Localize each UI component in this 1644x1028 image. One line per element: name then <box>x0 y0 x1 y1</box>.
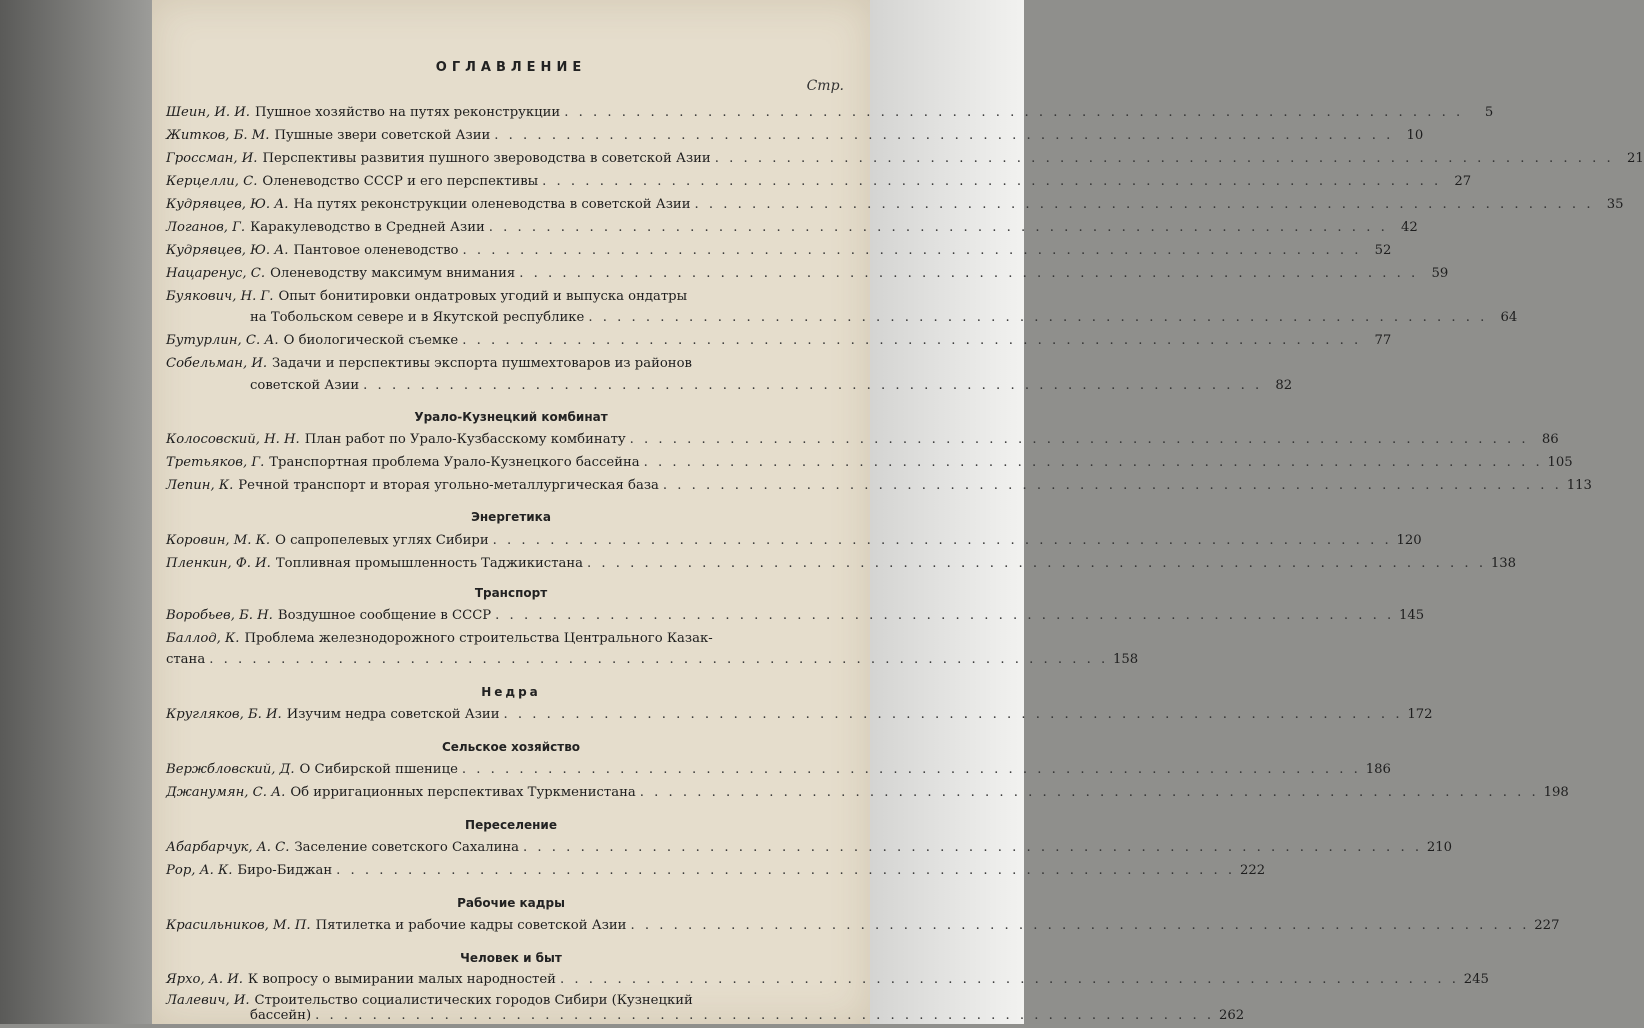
section-heading: Переселение <box>465 818 557 832</box>
entry-title: Транспортная проблема Урало-Кузнецкого бассейна <box>269 455 640 470</box>
toc-entry <box>166 266 1449 286</box>
entry-title-continued: стана <box>166 652 206 667</box>
toc-entry <box>166 631 852 651</box>
entry-page: 27 <box>1454 174 1472 189</box>
entry-page: 5 <box>1484 105 1494 120</box>
entry-title: План работ по Урало-Кузбасскому комбинату <box>304 432 626 447</box>
toc-entry-continuation <box>250 310 1518 330</box>
leader-dots <box>644 455 1543 470</box>
page-title: ОГЛАВЛЕНИЕ <box>435 60 587 75</box>
entry-author: Логанов, Г. <box>166 220 246 235</box>
entry-author: Воробьев, Б. Н. <box>166 608 273 623</box>
entry-author: Колосовский, Н. Н. <box>166 432 300 447</box>
entry-page: 35 <box>1606 197 1624 212</box>
leader-dots <box>715 151 1614 166</box>
entry-page: 42 <box>1401 220 1418 235</box>
entry-author: Пленкин, Ф. И. <box>166 556 271 571</box>
toc-entry <box>166 220 1418 240</box>
leader-dots <box>315 1008 1214 1023</box>
entry-author: Гроссман, И. <box>166 151 258 166</box>
entry-author: Нацаренус, С. <box>166 266 266 281</box>
entry-title: Речной транспорт и вторая угольно-металлургическая база <box>238 478 659 493</box>
entry-title: О биологической съемке <box>283 333 459 348</box>
toc-entry <box>166 478 1592 498</box>
leader-dots <box>663 478 1562 493</box>
section-heading: Рабочие кадры <box>457 896 565 910</box>
book-page <box>152 0 1644 1024</box>
entry-title: Опыт бонитировки ондатровых угодий и выпуска ондатры <box>278 289 688 304</box>
entry-author: Керцелли, С. <box>166 174 258 189</box>
leader-dots <box>695 197 1594 212</box>
leader-dots <box>495 608 1394 623</box>
page-column-header: Стр. <box>806 78 844 94</box>
entry-page: 186 <box>1365 762 1391 777</box>
toc-entry <box>166 197 1624 217</box>
leader-dots <box>494 128 1393 143</box>
entry-title: Перспективы развития пушного звероводства в советской Азии <box>262 151 711 166</box>
section-heading: Энергетика <box>471 510 551 524</box>
leader-dots <box>489 220 1388 235</box>
entry-title: О сапропелевых углях Сибири <box>275 533 489 548</box>
toc-entry <box>166 432 1559 452</box>
entry-author: Красильников, М. П. <box>166 918 311 933</box>
toc-entry <box>166 608 1425 628</box>
leader-dots <box>560 972 1459 987</box>
toc-entry-continuation <box>250 1008 1245 1028</box>
entry-title: На путях реконструкции оленеводства в советской Азии <box>293 197 691 212</box>
entry-author: Кудрявцев, Ю. А. <box>166 197 289 212</box>
leader-dots <box>630 918 1529 933</box>
entry-author: Ярхо, А. И. <box>166 972 243 987</box>
leader-dots <box>363 378 1262 393</box>
toc-entry-continuation <box>250 378 1293 398</box>
entry-page: 113 <box>1566 478 1592 493</box>
section-heading: Урало-Кузнецкий комбинат <box>414 410 608 424</box>
toc-entry <box>166 556 1517 576</box>
entry-page: 138 <box>1490 556 1517 571</box>
entry-page: 86 <box>1541 432 1559 447</box>
entry-page: 77 <box>1374 333 1392 348</box>
entry-author: Бутурлин, С. А. <box>166 333 279 348</box>
leader-dots <box>462 333 1361 348</box>
entry-page: 120 <box>1396 533 1422 548</box>
toc-entry <box>166 785 1569 805</box>
entry-title: Оленеводству максимум внимания <box>270 266 516 281</box>
entry-page: 227 <box>1534 918 1560 933</box>
entry-title: Задачи и перспективы экспорта пушмехтоваров из районов <box>272 356 692 371</box>
entry-title: Пушное хозяйство на путях реконструкции <box>255 105 561 120</box>
toc-entry <box>166 243 1392 263</box>
entry-page: 52 <box>1374 243 1392 258</box>
entry-title: Строительство социалистических городов Сибири (Кузнецкий <box>254 993 693 1008</box>
entry-title: Каракулеводство в Средней Азии <box>250 220 485 235</box>
entry-title: Об ирригационных перспективах Туркменистана <box>290 785 636 800</box>
leader-dots <box>336 863 1235 878</box>
entry-page: 245 <box>1463 972 1489 987</box>
entry-author: Третьяков, Г. <box>166 455 265 470</box>
toc-entry <box>166 762 1391 782</box>
section-heading: Недра <box>481 685 541 699</box>
entry-title: Топливная промышленность Таджикистана <box>275 556 584 571</box>
entry-author: Житков, Б. М. <box>166 128 270 143</box>
entry-page: 82 <box>1275 378 1293 393</box>
section-heading: Транспорт <box>474 586 548 600</box>
entry-page: 262 <box>1218 1008 1245 1023</box>
entry-author: Рор, А. К. <box>166 863 233 878</box>
toc-entry <box>166 533 1422 553</box>
toc-entry <box>166 151 1644 171</box>
toc-entry <box>166 356 852 376</box>
toc-entry <box>166 863 1266 883</box>
entry-title: Изучим недра советской Азии <box>286 707 500 722</box>
toc-entry <box>166 174 1472 194</box>
entry-title: Пушные звери советской Азии <box>274 128 491 143</box>
entry-title: Проблема железнодорожного строительства Центрального Казак- <box>244 631 713 646</box>
entry-author: Собельман, И. <box>166 356 268 371</box>
entry-author: Лепин, К. <box>166 478 234 493</box>
entry-title: К вопросу о вымирании малых народностей <box>247 972 556 987</box>
entry-page: 21 <box>1626 151 1644 166</box>
entry-page: 59 <box>1431 266 1449 281</box>
entry-title-continued: бассейн) <box>250 1008 312 1023</box>
entry-author: Буякович, Н. Г. <box>166 289 274 304</box>
entry-title-continued: советской Азии <box>250 378 360 393</box>
entry-title: О Сибирской пшенице <box>299 762 458 777</box>
toc-entry <box>166 289 852 309</box>
toc-entry <box>166 333 1392 353</box>
entry-title: Биро-Биджан <box>237 863 333 878</box>
entry-author: Коровин, М. К. <box>166 533 271 548</box>
entry-page: 105 <box>1547 455 1573 470</box>
entry-page: 198 <box>1543 785 1569 800</box>
section-heading: Человек и быт <box>460 951 562 965</box>
entry-page: 145 <box>1399 608 1425 623</box>
entry-author: Баллод, К. <box>166 631 240 646</box>
toc-entry <box>166 128 1424 148</box>
leader-dots <box>542 174 1441 189</box>
entry-author: Шеин, И. И. <box>166 105 250 120</box>
entry-title: Пантовое оленеводство <box>293 243 459 258</box>
toc-entry <box>166 972 1489 992</box>
toc-entry <box>166 105 1494 125</box>
entry-page: 64 <box>1500 310 1518 325</box>
leader-dots <box>630 432 1529 447</box>
entry-author: Кругляков, Б. И. <box>166 707 282 722</box>
leader-dots <box>209 652 1108 667</box>
toc-entry <box>166 707 1433 727</box>
toc-entry <box>166 455 1573 475</box>
entry-author: Абарбарчук, А. С. <box>166 840 290 855</box>
leader-dots <box>493 533 1392 548</box>
entry-page: 172 <box>1407 707 1433 722</box>
entry-author: Джанумян, С. А. <box>166 785 286 800</box>
entry-title: Пятилетка и рабочие кадры советской Азии <box>315 918 627 933</box>
entry-title-continued: на Тобольском севере и в Якутской республике <box>250 310 585 325</box>
entry-title: Воздушное сообщение в СССР <box>277 608 492 623</box>
leader-dots <box>564 105 1463 120</box>
leader-dots <box>640 785 1539 800</box>
leader-dots <box>587 556 1486 571</box>
entry-page: 10 <box>1406 128 1424 143</box>
leader-dots <box>588 310 1487 325</box>
toc-entry-continuation <box>166 652 1139 672</box>
toc-entry <box>166 840 1453 860</box>
entry-page: 158 <box>1113 652 1139 667</box>
leader-dots <box>504 707 1403 722</box>
entry-author: Лалевич, И. <box>166 993 250 1008</box>
background-left <box>0 0 152 1024</box>
entry-page: 222 <box>1239 863 1266 878</box>
entry-title: Оленеводство СССР и его перспективы <box>262 174 539 189</box>
entry-author: Вержбловский, Д. <box>166 762 295 777</box>
toc-entry <box>166 918 1560 938</box>
leader-dots <box>462 243 1361 258</box>
entry-title: Заселение советского Сахалина <box>294 840 520 855</box>
leader-dots <box>519 266 1418 281</box>
entry-author: Кудрявцев, Ю. А. <box>166 243 289 258</box>
section-heading: Сельское хозяйство <box>441 740 581 754</box>
entry-page: 210 <box>1426 840 1453 855</box>
leader-dots <box>523 840 1422 855</box>
leader-dots <box>462 762 1361 777</box>
